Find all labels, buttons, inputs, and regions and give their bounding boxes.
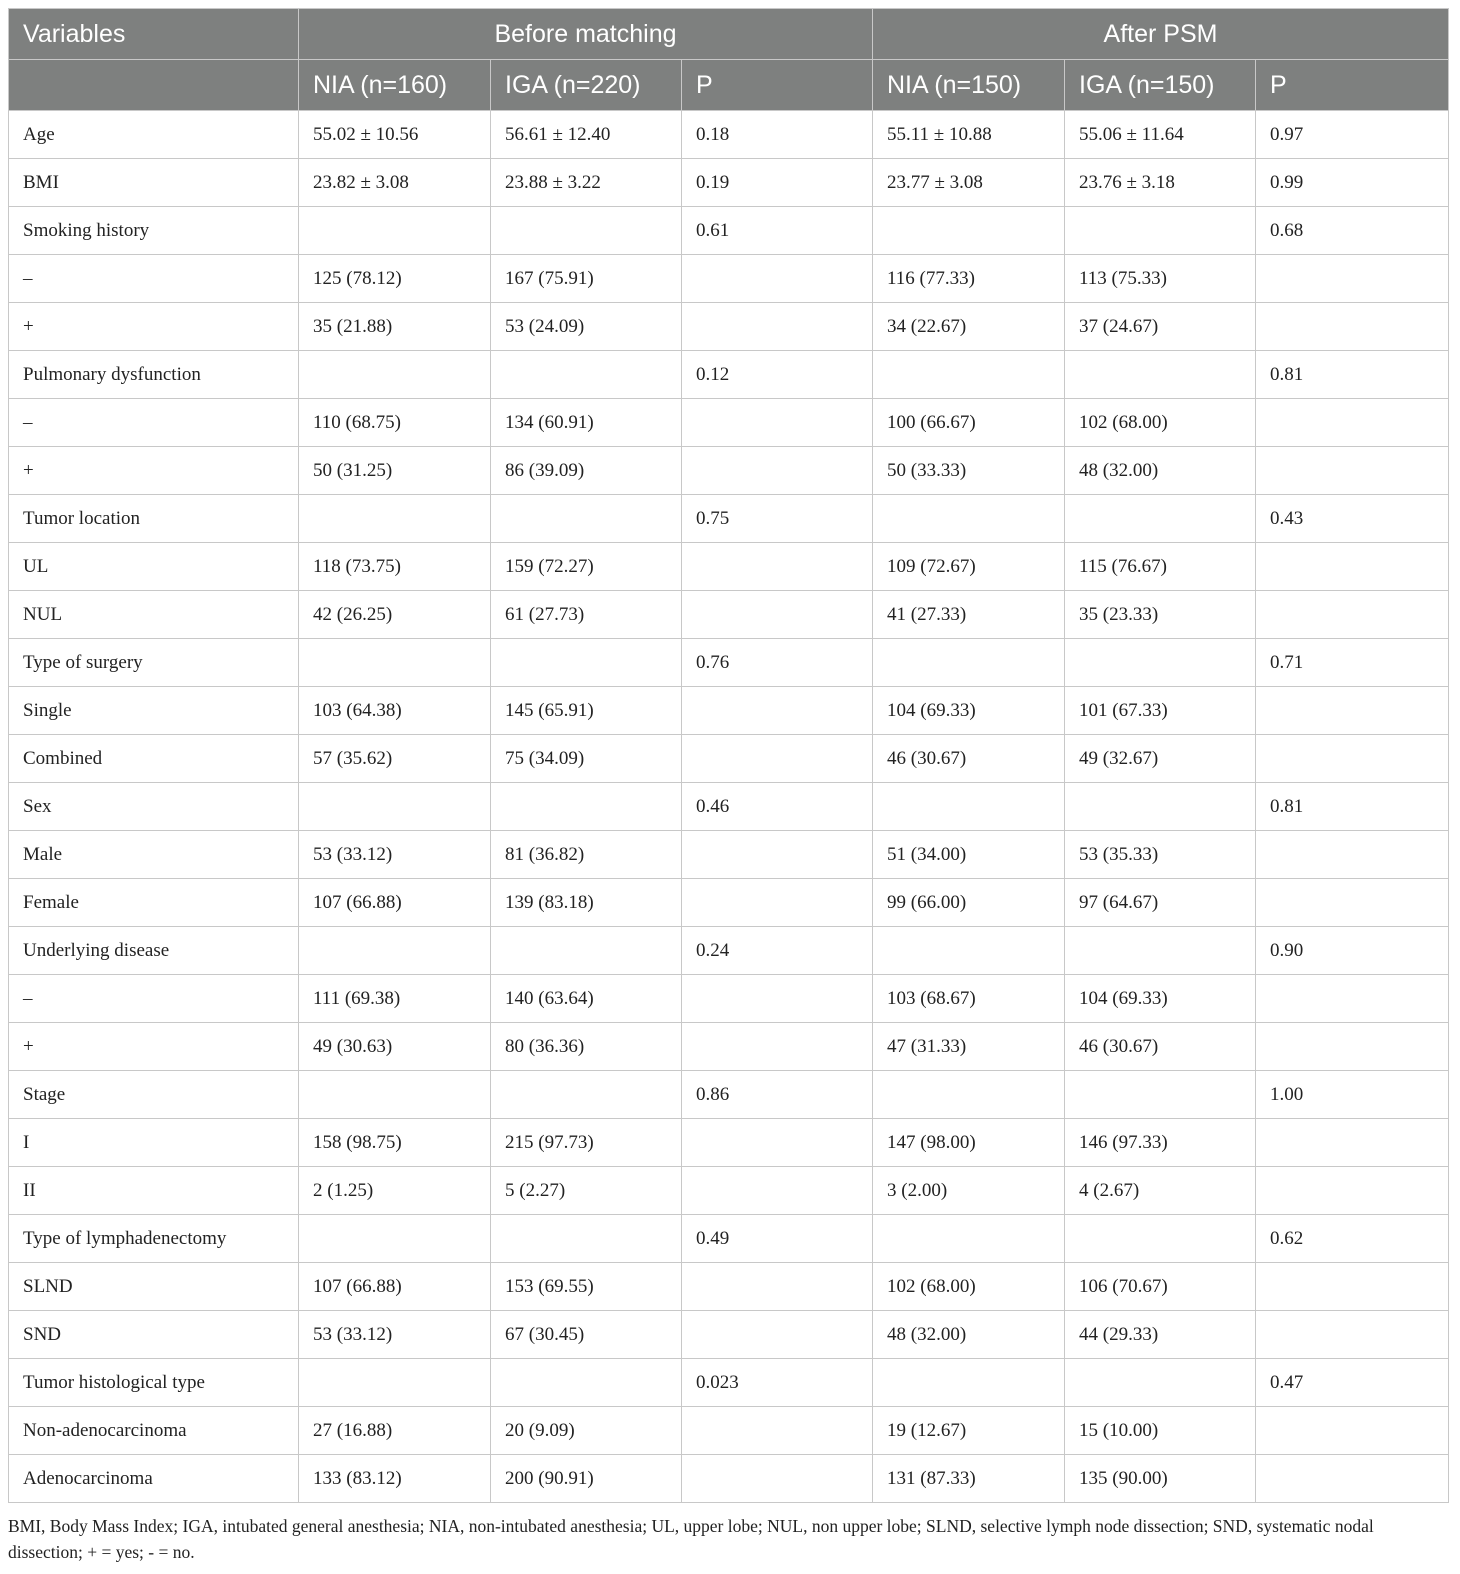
cell-after-nia: 104 (69.33) xyxy=(873,687,1065,735)
cell-after-nia xyxy=(873,1071,1065,1119)
cell-before-iga: 215 (97.73) xyxy=(491,1119,682,1167)
cell-before-nia xyxy=(299,351,491,399)
table-body xyxy=(9,111,1449,1503)
cell-before-iga xyxy=(491,351,682,399)
cell-after-nia: 55.11 ± 10.88 xyxy=(873,111,1065,159)
cell-variable: Sex xyxy=(9,783,299,831)
cell-after-p: 0.62 xyxy=(1256,1215,1449,1263)
cell-variable: Female xyxy=(9,879,299,927)
cell-after-nia xyxy=(873,639,1065,687)
cell-before-iga: 23.88 ± 3.22 xyxy=(491,159,682,207)
cell-before-iga: 86 (39.09) xyxy=(491,447,682,495)
cell-after-nia xyxy=(873,351,1065,399)
cell-before-p xyxy=(682,1167,873,1215)
table-row xyxy=(9,1455,1449,1503)
cell-variable: BMI xyxy=(9,159,299,207)
cell-before-iga: 81 (36.82) xyxy=(491,831,682,879)
header-before-iga: IGA (n=220) xyxy=(491,60,682,111)
cell-before-nia: 111 (69.38) xyxy=(299,975,491,1023)
cell-after-nia xyxy=(873,1359,1065,1407)
table-row xyxy=(9,495,1449,543)
cell-after-iga xyxy=(1065,783,1256,831)
cell-before-iga: 5 (2.27) xyxy=(491,1167,682,1215)
cell-after-iga: 15 (10.00) xyxy=(1065,1407,1256,1455)
cell-after-p: 0.97 xyxy=(1256,111,1449,159)
cell-before-p xyxy=(682,1023,873,1071)
cell-before-iga xyxy=(491,1071,682,1119)
cell-before-nia: 158 (98.75) xyxy=(299,1119,491,1167)
cell-after-iga: 135 (90.00) xyxy=(1065,1455,1256,1503)
table-row xyxy=(9,303,1449,351)
table-row xyxy=(9,735,1449,783)
table-row xyxy=(9,975,1449,1023)
cell-before-iga xyxy=(491,495,682,543)
cell-before-iga: 134 (60.91) xyxy=(491,399,682,447)
cell-after-p: 0.68 xyxy=(1256,207,1449,255)
cell-before-nia xyxy=(299,495,491,543)
cell-before-nia xyxy=(299,1071,491,1119)
cell-after-iga xyxy=(1065,351,1256,399)
cell-before-p xyxy=(682,831,873,879)
cell-after-nia: 102 (68.00) xyxy=(873,1263,1065,1311)
cell-before-p: 0.19 xyxy=(682,159,873,207)
cell-after-iga xyxy=(1065,1359,1256,1407)
cell-after-p: 0.71 xyxy=(1256,639,1449,687)
cell-after-p: 0.81 xyxy=(1256,351,1449,399)
cell-after-nia: 48 (32.00) xyxy=(873,1311,1065,1359)
cell-before-nia: 110 (68.75) xyxy=(299,399,491,447)
cell-before-p: 0.76 xyxy=(682,639,873,687)
cell-before-p: 0.24 xyxy=(682,927,873,975)
cell-before-iga: 159 (72.27) xyxy=(491,543,682,591)
cell-after-iga: 4 (2.67) xyxy=(1065,1167,1256,1215)
table-row xyxy=(9,1071,1449,1119)
cell-after-iga: 37 (24.67) xyxy=(1065,303,1256,351)
table-row xyxy=(9,1119,1449,1167)
cell-before-nia xyxy=(299,783,491,831)
cell-after-iga xyxy=(1065,207,1256,255)
cell-variable: I xyxy=(9,1119,299,1167)
cell-after-nia xyxy=(873,495,1065,543)
header-before-nia: NIA (n=160) xyxy=(299,60,491,111)
header-row-columns xyxy=(9,60,1449,111)
cell-before-p: 0.18 xyxy=(682,111,873,159)
table-row xyxy=(9,1215,1449,1263)
cell-before-nia: 27 (16.88) xyxy=(299,1407,491,1455)
table-row xyxy=(9,207,1449,255)
cell-after-nia: 51 (34.00) xyxy=(873,831,1065,879)
cell-variable: – xyxy=(9,975,299,1023)
cell-before-nia: 107 (66.88) xyxy=(299,879,491,927)
table-row xyxy=(9,543,1449,591)
table-row xyxy=(9,159,1449,207)
cell-after-p xyxy=(1256,1311,1449,1359)
cell-after-iga: 106 (70.67) xyxy=(1065,1263,1256,1311)
cell-after-p xyxy=(1256,543,1449,591)
cell-variable: + xyxy=(9,303,299,351)
cell-after-nia: 34 (22.67) xyxy=(873,303,1065,351)
cell-before-nia: 53 (33.12) xyxy=(299,1311,491,1359)
cell-after-p: 0.81 xyxy=(1256,783,1449,831)
cell-before-iga xyxy=(491,207,682,255)
cell-before-iga: 140 (63.64) xyxy=(491,975,682,1023)
cell-after-p xyxy=(1256,735,1449,783)
cell-variable: Single xyxy=(9,687,299,735)
cell-before-iga: 61 (27.73) xyxy=(491,591,682,639)
cell-variable: NUL xyxy=(9,591,299,639)
cell-after-nia: 50 (33.33) xyxy=(873,447,1065,495)
table-footnote: BMI, Body Mass Index; IGA, intubated general anesthesia; NIA, non-intubated anesthesia; UL, upper lobe; NUL, non upper lobe; SLND, selective lymph node dissection; SND, systematic nodal dissection; + = yes; - = no. xyxy=(8,1516,1374,1562)
cell-variable: Smoking history xyxy=(9,207,299,255)
cell-after-nia: 47 (31.33) xyxy=(873,1023,1065,1071)
cell-before-nia xyxy=(299,1359,491,1407)
cell-before-iga: 167 (75.91) xyxy=(491,255,682,303)
cell-after-iga xyxy=(1065,1215,1256,1263)
cell-after-nia: 3 (2.00) xyxy=(873,1167,1065,1215)
cell-before-nia: 50 (31.25) xyxy=(299,447,491,495)
cell-before-p: 0.023 xyxy=(682,1359,873,1407)
cell-before-iga xyxy=(491,1215,682,1263)
cell-before-p xyxy=(682,1119,873,1167)
cell-variable: Tumor histological type xyxy=(9,1359,299,1407)
table-row xyxy=(9,639,1449,687)
cell-before-nia: 49 (30.63) xyxy=(299,1023,491,1071)
header-blank xyxy=(9,60,299,111)
cell-after-nia: 19 (12.67) xyxy=(873,1407,1065,1455)
table-row xyxy=(9,927,1449,975)
cell-after-nia: 109 (72.67) xyxy=(873,543,1065,591)
table-row xyxy=(9,831,1449,879)
header-before-p: P xyxy=(682,60,873,111)
cell-after-iga: 102 (68.00) xyxy=(1065,399,1256,447)
cell-after-p xyxy=(1256,591,1449,639)
cell-after-p xyxy=(1256,687,1449,735)
cell-before-p: 0.46 xyxy=(682,783,873,831)
cell-after-p xyxy=(1256,1167,1449,1215)
cell-after-iga xyxy=(1065,1071,1256,1119)
cell-after-p: 0.43 xyxy=(1256,495,1449,543)
cell-after-iga: 104 (69.33) xyxy=(1065,975,1256,1023)
cell-after-iga: 101 (67.33) xyxy=(1065,687,1256,735)
cell-after-p xyxy=(1256,831,1449,879)
cell-after-iga: 35 (23.33) xyxy=(1065,591,1256,639)
cell-variable: Pulmonary dysfunction xyxy=(9,351,299,399)
header-after-iga: IGA (n=150) xyxy=(1065,60,1256,111)
cell-before-nia: 103 (64.38) xyxy=(299,687,491,735)
cell-before-p xyxy=(682,879,873,927)
table-row xyxy=(9,687,1449,735)
cell-after-p: 1.00 xyxy=(1256,1071,1449,1119)
cell-before-p xyxy=(682,1311,873,1359)
cell-before-p xyxy=(682,735,873,783)
cell-after-nia xyxy=(873,927,1065,975)
cell-variable: Type of lymphadenectomy xyxy=(9,1215,299,1263)
cell-before-nia xyxy=(299,1215,491,1263)
cell-before-iga: 20 (9.09) xyxy=(491,1407,682,1455)
cell-before-iga: 75 (34.09) xyxy=(491,735,682,783)
cell-after-iga: 97 (64.67) xyxy=(1065,879,1256,927)
cell-after-iga: 53 (35.33) xyxy=(1065,831,1256,879)
cell-after-p xyxy=(1256,255,1449,303)
cell-after-nia: 103 (68.67) xyxy=(873,975,1065,1023)
cell-after-iga: 48 (32.00) xyxy=(1065,447,1256,495)
cell-after-p xyxy=(1256,303,1449,351)
table-row xyxy=(9,879,1449,927)
cell-before-iga: 67 (30.45) xyxy=(491,1311,682,1359)
cell-before-nia: 125 (78.12) xyxy=(299,255,491,303)
cell-after-iga: 115 (76.67) xyxy=(1065,543,1256,591)
header-before-matching: Before matching xyxy=(299,9,873,60)
cell-after-p xyxy=(1256,1119,1449,1167)
cell-variable: Stage xyxy=(9,1071,299,1119)
cell-before-nia: 2 (1.25) xyxy=(299,1167,491,1215)
cell-variable: – xyxy=(9,255,299,303)
cell-after-p: 0.47 xyxy=(1256,1359,1449,1407)
cell-before-nia xyxy=(299,639,491,687)
table-row xyxy=(9,591,1449,639)
cell-before-nia: 42 (26.25) xyxy=(299,591,491,639)
cell-after-nia: 41 (27.33) xyxy=(873,591,1065,639)
cell-variable: UL xyxy=(9,543,299,591)
cell-variable: Adenocarcinoma xyxy=(9,1455,299,1503)
cell-after-p xyxy=(1256,1455,1449,1503)
cell-after-nia xyxy=(873,1215,1065,1263)
cell-variable: – xyxy=(9,399,299,447)
cell-before-iga xyxy=(491,1359,682,1407)
cell-before-iga: 53 (24.09) xyxy=(491,303,682,351)
cell-before-p xyxy=(682,543,873,591)
cell-before-nia: 23.82 ± 3.08 xyxy=(299,159,491,207)
table-row xyxy=(9,399,1449,447)
table-row xyxy=(9,783,1449,831)
cell-after-p xyxy=(1256,1263,1449,1311)
cell-before-p xyxy=(682,255,873,303)
cell-before-iga: 139 (83.18) xyxy=(491,879,682,927)
cell-before-iga: 56.61 ± 12.40 xyxy=(491,111,682,159)
table-row xyxy=(9,1263,1449,1311)
cell-before-nia xyxy=(299,927,491,975)
cell-after-nia xyxy=(873,207,1065,255)
cell-before-p xyxy=(682,591,873,639)
header-after-nia: NIA (n=150) xyxy=(873,60,1065,111)
cell-variable: + xyxy=(9,447,299,495)
cell-variable: Underlying disease xyxy=(9,927,299,975)
cell-after-iga: 23.76 ± 3.18 xyxy=(1065,159,1256,207)
cell-before-iga: 153 (69.55) xyxy=(491,1263,682,1311)
table-row xyxy=(9,1311,1449,1359)
header-after-psm: After PSM xyxy=(873,9,1449,60)
cell-before-nia: 53 (33.12) xyxy=(299,831,491,879)
cell-after-nia: 131 (87.33) xyxy=(873,1455,1065,1503)
table-container xyxy=(8,8,1448,1503)
cell-before-p: 0.61 xyxy=(682,207,873,255)
table-row xyxy=(9,447,1449,495)
cell-before-iga xyxy=(491,927,682,975)
cell-variable: II xyxy=(9,1167,299,1215)
cell-before-nia: 57 (35.62) xyxy=(299,735,491,783)
cell-after-nia: 99 (66.00) xyxy=(873,879,1065,927)
cell-before-p: 0.86 xyxy=(682,1071,873,1119)
cell-after-iga: 46 (30.67) xyxy=(1065,1023,1256,1071)
cell-before-p xyxy=(682,447,873,495)
cell-after-nia: 147 (98.00) xyxy=(873,1119,1065,1167)
cell-variable: Tumor location xyxy=(9,495,299,543)
cell-before-iga xyxy=(491,783,682,831)
cell-after-p xyxy=(1256,879,1449,927)
cell-before-nia: 35 (21.88) xyxy=(299,303,491,351)
cell-after-p xyxy=(1256,1407,1449,1455)
table-row xyxy=(9,1023,1449,1071)
cell-before-p xyxy=(682,303,873,351)
cell-before-p xyxy=(682,975,873,1023)
cell-before-iga: 145 (65.91) xyxy=(491,687,682,735)
cell-after-p xyxy=(1256,975,1449,1023)
cell-before-nia: 133 (83.12) xyxy=(299,1455,491,1503)
table-row xyxy=(9,1407,1449,1455)
cell-before-nia: 118 (73.75) xyxy=(299,543,491,591)
cell-after-nia: 46 (30.67) xyxy=(873,735,1065,783)
cell-after-iga: 146 (97.33) xyxy=(1065,1119,1256,1167)
cell-before-p: 0.12 xyxy=(682,351,873,399)
cell-after-iga: 49 (32.67) xyxy=(1065,735,1256,783)
cell-after-nia: 116 (77.33) xyxy=(873,255,1065,303)
table-row xyxy=(9,1167,1449,1215)
cell-before-p xyxy=(682,1407,873,1455)
cell-before-p: 0.49 xyxy=(682,1215,873,1263)
cell-before-nia: 107 (66.88) xyxy=(299,1263,491,1311)
cell-after-iga: 55.06 ± 11.64 xyxy=(1065,111,1256,159)
cell-before-p xyxy=(682,399,873,447)
cell-variable: SLND xyxy=(9,1263,299,1311)
cell-after-nia xyxy=(873,783,1065,831)
table-row xyxy=(9,1359,1449,1407)
cell-variable: Combined xyxy=(9,735,299,783)
cell-variable: + xyxy=(9,1023,299,1071)
cell-before-p xyxy=(682,1455,873,1503)
cell-after-nia: 23.77 ± 3.08 xyxy=(873,159,1065,207)
cell-after-iga: 113 (75.33) xyxy=(1065,255,1256,303)
cell-variable: Type of surgery xyxy=(9,639,299,687)
cell-before-nia xyxy=(299,207,491,255)
cell-variable: Age xyxy=(9,111,299,159)
cell-variable: Non-adenocarcinoma xyxy=(9,1407,299,1455)
cell-after-p xyxy=(1256,447,1449,495)
cell-after-p: 0.99 xyxy=(1256,159,1449,207)
table-row xyxy=(9,111,1449,159)
cell-after-p xyxy=(1256,1023,1449,1071)
cell-before-p: 0.75 xyxy=(682,495,873,543)
table-row xyxy=(9,351,1449,399)
table-header xyxy=(9,9,1449,111)
cell-before-p xyxy=(682,687,873,735)
cell-variable: SND xyxy=(9,1311,299,1359)
header-after-p: P xyxy=(1256,60,1449,111)
cell-before-nia: 55.02 ± 10.56 xyxy=(299,111,491,159)
cell-before-p xyxy=(682,1263,873,1311)
cell-after-nia: 100 (66.67) xyxy=(873,399,1065,447)
table-row xyxy=(9,255,1449,303)
cell-before-iga: 200 (90.91) xyxy=(491,1455,682,1503)
cell-before-iga xyxy=(491,639,682,687)
cell-after-iga xyxy=(1065,927,1256,975)
cell-before-iga: 80 (36.36) xyxy=(491,1023,682,1071)
cell-after-iga xyxy=(1065,495,1256,543)
cell-after-iga: 44 (29.33) xyxy=(1065,1311,1256,1359)
header-variables: Variables xyxy=(9,9,299,60)
characteristics-table xyxy=(8,8,1449,1503)
cell-variable: Male xyxy=(9,831,299,879)
cell-after-p xyxy=(1256,399,1449,447)
header-row-groups xyxy=(9,9,1449,60)
cell-after-p: 0.90 xyxy=(1256,927,1449,975)
cell-after-iga xyxy=(1065,639,1256,687)
